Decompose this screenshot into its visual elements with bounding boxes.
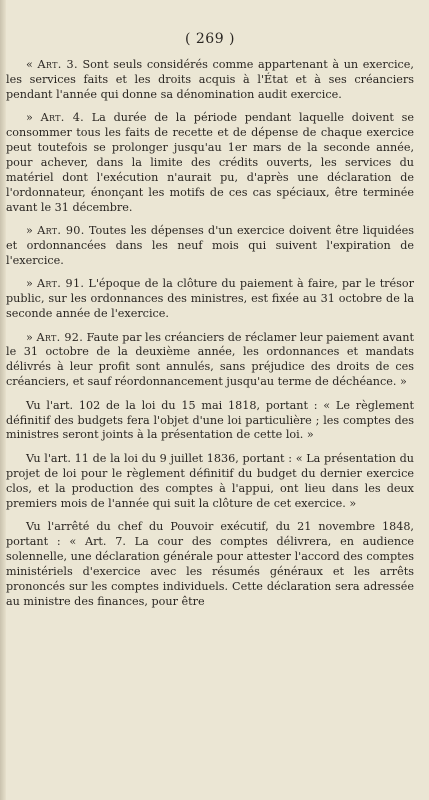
paragraph-text: Vu l'art. 11 de la loi du 9 juillet 1836, portant : « La présentation du projet de loi pour le règlement définitif du budget du dernier exercice clos, et la production des comptes à l'appui, ont lieu dans les deux premiers mois de l'année qui suit la clôture de cet exercice. » [6, 451, 414, 510]
paragraph-text: L'époque de la clôture du paiement à faire, par le trésor public, sur les ordonnances des ministres, est fixée au 31 octobre de la seconde année de l'exercice. [6, 277, 414, 321]
article-label: Art. 3. [37, 58, 78, 71]
page-number: ( 269 ) [184, 31, 236, 47]
page-gutter-shadow [0, 0, 6, 800]
quote-mark: » [26, 224, 33, 238]
quote-mark: » [26, 330, 33, 344]
paragraph-loi-1818 [6, 399, 414, 444]
paragraph-text: Faute par les créanciers de réclamer leur paiement avant le 31 octobre de la deuxième année, les ordonnances et mandats délivrés à leur profit sont annulés, sans préjudice des droits de ces créanciers, et sauf réordonnancement jusqu'au terme de déchéance. » [6, 330, 414, 389]
article-label: Art. 92. [36, 330, 84, 344]
paragraph-arrete-1848 [6, 520, 414, 609]
article-label: Art. 90. [37, 224, 85, 238]
paragraph-text: Sont seuls considérés comme appartenant à un exercice, les services faits et les droits acquis à l'État et à ses créanciers pendant l'année qui donne sa dénomination audit exercice. [6, 58, 414, 101]
quote-mark: » [26, 277, 33, 291]
article-label: Art. 4. [40, 111, 84, 125]
paragraph-art-91 [6, 277, 414, 322]
article-label: Art. 91. [37, 277, 85, 291]
paragraph-loi-1836 [6, 452, 414, 512]
paragraph-art-3 [6, 58, 414, 103]
quote-mark: « [26, 58, 33, 71]
paragraph-art-90 [6, 224, 414, 269]
paragraph-art-4 [6, 111, 414, 215]
paragraph-text: Vu l'arrêté du chef du Pouvoir exécutif, du 21 novembre 1848, portant : « Art. 7. La cour des comptes délivrera, en audience solennelle, une déclaration générale pour attester l'accord des comptes ministériels d'exercice avec les résumés généraux et les arrêts prononcés sur les comptes individuels. Cette déclaration sera adressée au ministre des finances, pour être [6, 519, 414, 608]
quote-mark: » [26, 111, 33, 125]
paragraph-text: La durée de la période pendant laquelle doivent se consommer tous les faits de recette et de dépense de chaque exercice peut toutefois se prolonger jusqu'au 1er mars de la seconde année, pour achever, dans la limite des crédits ouverts, les services du matériel dont l'exécution n'aurait pu, d'après une déclaration de l'ordonnateur, énonçant les motifs de ces cas spéciaux, être terminée avant le 31 décembre. [6, 111, 414, 214]
paragraph-text: Vu l'art. 102 de la loi du 15 mai 1818, portant : « Le règlement définitif des budgets fera l'objet d'une loi particulière ; les comptes des ministres seront joints à la présentation de cette loi. » [6, 398, 414, 442]
paragraph-text: Toutes les dépenses d'un exercice doivent être liquidées et ordonnancées dans les neuf mois qui suivent l'expiration de l'exercice. [6, 224, 415, 267]
paragraph-art-92 [6, 331, 414, 391]
